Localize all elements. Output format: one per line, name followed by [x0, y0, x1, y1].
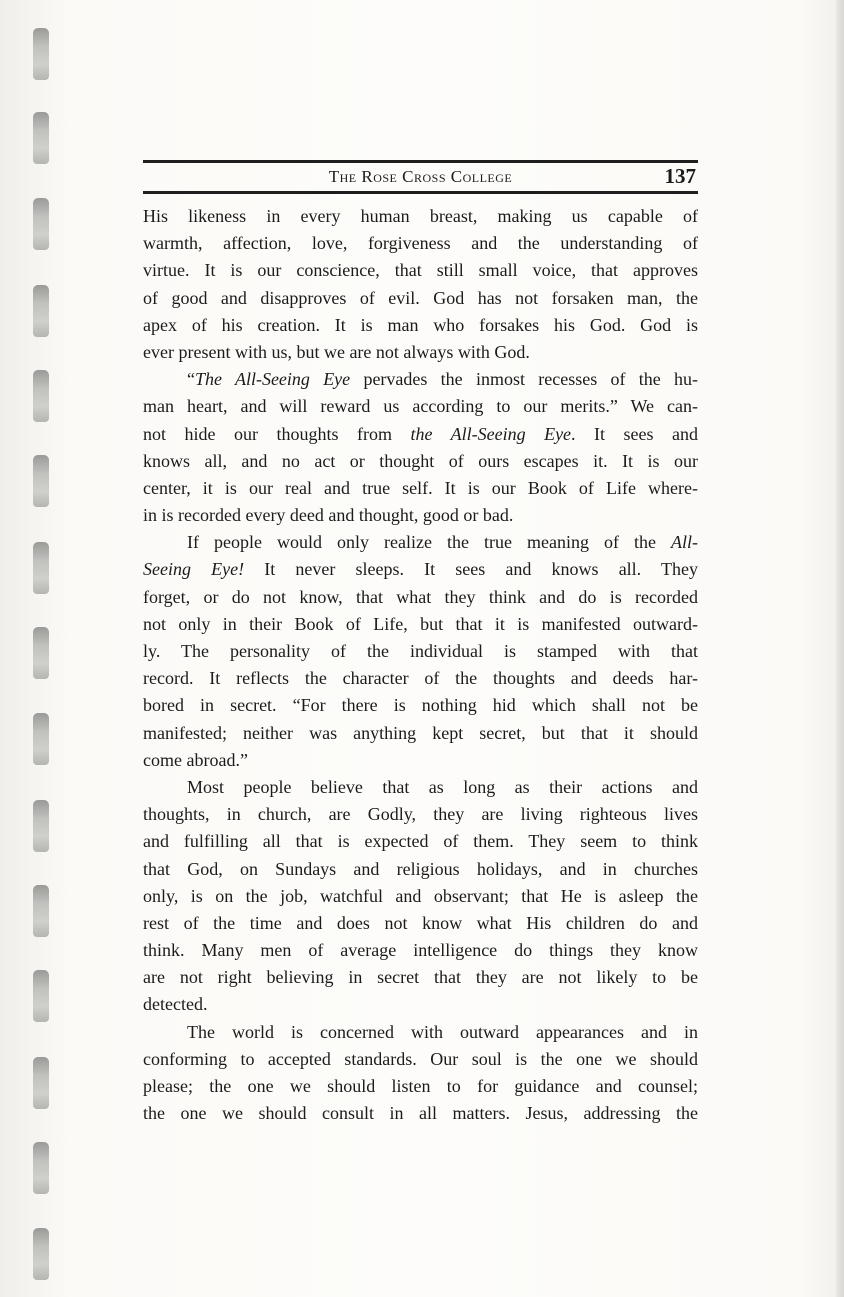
text-line: only, is on the job, watchful and observant; that He is asleep the [143, 885, 698, 906]
text-line: apex of his creation. It is man who forsakes his God. God is [143, 314, 698, 335]
binding-hole [33, 970, 49, 1022]
binding-hole [33, 198, 49, 250]
text-line: ever present with us, but we are not always with God. [143, 341, 530, 362]
text-line: record. It reflects the character of the thoughts and deeds har- [143, 668, 698, 689]
binding-hole [33, 1228, 49, 1280]
text-line: Seeing Eye! It never sleeps. It sees and knows all. They [143, 559, 698, 580]
text-line: His likeness in every human breast, making us capable of [143, 206, 698, 226]
text-line: and fulfilling all that is expected of them. They seem to think [143, 831, 698, 852]
text-line: rest of the time and does not know what His children do and [143, 912, 698, 933]
text-line: think. Many men of average intelligence do things they know [143, 940, 698, 961]
binding-hole [33, 542, 49, 594]
binding-hole [33, 285, 49, 337]
binding-hole [33, 627, 49, 679]
page-edge [836, 0, 844, 1297]
text-line: thoughts, in church, are Godly, they are living righteous lives [143, 804, 698, 825]
binding-hole [33, 455, 49, 507]
text-line: bored in secret. “For there is nothing hid which shall not be [143, 695, 698, 716]
header-rule-top [143, 160, 698, 163]
body-text [143, 203, 698, 1127]
text-line: ly. The personality of the individual is stamped with that [143, 641, 698, 661]
binding-hole [33, 370, 49, 422]
text-line: warmth, affection, love, forgiveness and the understanding of [143, 233, 698, 254]
binding-hole [33, 885, 49, 937]
text-line: the one we should consult in all matters. Jesus, addressing the [143, 1103, 698, 1124]
binding-hole [33, 1057, 49, 1109]
text-line: virtue. It is our conscience, that still small voice, that approves [143, 260, 698, 281]
text-line: Most people believe that as long as their actions and [187, 776, 698, 797]
page-number: 137 [664, 164, 696, 188]
text-line: If people would only realize the true meaning of the All- [187, 532, 698, 553]
running-head: The Rose Cross College [328, 167, 513, 186]
text-line: “The All-Seeing Eye pervades the inmost recesses of the hu- [187, 369, 698, 390]
text-line: not only in their Book of Life, but that it is manifested outward- [143, 613, 698, 634]
text-line: in is recorded every deed and thought, good or bad. [143, 505, 514, 526]
text-line: are not right believing in secret that they are not likely to be [143, 967, 698, 988]
text-line: that God, on Sundays and religious holidays, and in churches [143, 858, 698, 879]
text-line: knows all, and no act or thought of ours escapes it. It is our [143, 450, 698, 471]
text-line: The world is concerned with outward appearances and in [187, 1021, 698, 1042]
text-line: center, it is our real and true self. It is our Book of Life where- [143, 477, 698, 498]
binding-hole [33, 1142, 49, 1194]
text-line: not hide our thoughts from the All-Seeing Eye. It sees and [143, 423, 698, 444]
text-line: man heart, and will reward us according to our merits.” We can- [143, 396, 698, 417]
page-header [143, 160, 698, 196]
text-line: please; the one we should listen to for guidance and counsel; [143, 1076, 698, 1096]
text-line: come abroad.” [143, 749, 248, 770]
binding-hole [33, 713, 49, 765]
text-line: forget, or do not know, that what they think and do is recorded [143, 586, 698, 607]
binding-hole [33, 112, 49, 164]
text-line: of good and disapproves of evil. God has not forsaken man, the [143, 287, 698, 308]
text-line: manifested; neither was anything kept secret, but that it should [143, 722, 698, 743]
text-line: detected. [143, 994, 208, 1015]
binding-hole [33, 800, 49, 852]
text-line: conforming to accepted standards. Our soul is the one we should [143, 1048, 698, 1069]
header-rule-bottom [143, 191, 698, 194]
binding-hole [33, 28, 49, 80]
